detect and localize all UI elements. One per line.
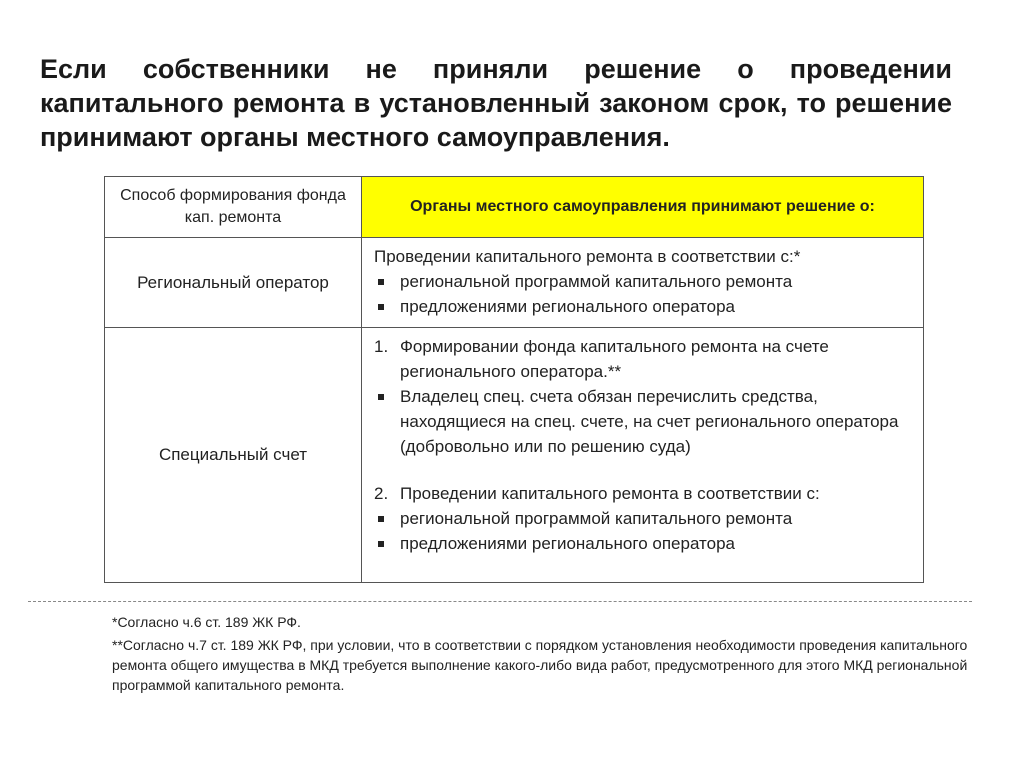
footnote-divider [28, 601, 972, 602]
footnotes [112, 612, 972, 698]
list-item: региональной программой капитального ремонта [374, 269, 913, 294]
decision-bullet-list [374, 269, 913, 319]
header-authority-cell: Органы местного самоуправления принимают решение о: [362, 177, 924, 238]
row-decision-regional-operator [362, 238, 924, 328]
list-item: предложениями регионального оператора [374, 294, 913, 319]
row-decision-special-account [362, 328, 924, 583]
item-number: 1. [374, 337, 389, 356]
item-text: Проведении капитального ремонта в соответствии с: [400, 484, 820, 503]
item-number: 2. [374, 484, 389, 503]
list-item: региональной программой капитального ремонта [374, 506, 913, 531]
numbered-item-2 [374, 481, 913, 506]
decision-intro: Проведении капитального ремонта в соответствии с:* [374, 247, 801, 266]
item-text: Формировании фонда капитального ремонта на счете регионального оператора.** [400, 337, 829, 381]
decision-table [104, 176, 924, 583]
list-item: предложениями регионального оператора [374, 531, 913, 556]
table-header-row [105, 177, 924, 238]
numbered-item-1 [374, 334, 913, 384]
table-row [105, 328, 924, 583]
list-item: Владелец спец. счета обязан перечислить средства, находящиеся на спец. счете, на счет регионального оператора (добровольно или по решению суда) [374, 384, 913, 459]
sub-bullet-list [374, 384, 913, 459]
table-row [105, 238, 924, 328]
sub-bullet-list [374, 506, 913, 556]
row-method-special-account: Специальный счет [105, 328, 362, 583]
header-method-cell: Способ формирования фонда кап. ремонта [105, 177, 362, 238]
row-method-regional-operator: Региональный оператор [105, 238, 362, 328]
footnote-2: **Согласно ч.7 ст. 189 ЖК РФ, при условии, что в соответствии с порядком установления необходимости проведения капитального ремонта общего имущества в МКД требуется выполнение какого-либо вида работ, предусмотренного для этого МКД региональной программой капитального ремонта. [112, 637, 968, 693]
footnote-1: *Согласно ч.6 ст. 189 ЖК РФ. [112, 614, 301, 630]
slide-title: Если собственники не приняли решение о проведении капитального ремонта в установленный законом срок, то решение принимают органы местного самоуправления. [40, 54, 952, 152]
